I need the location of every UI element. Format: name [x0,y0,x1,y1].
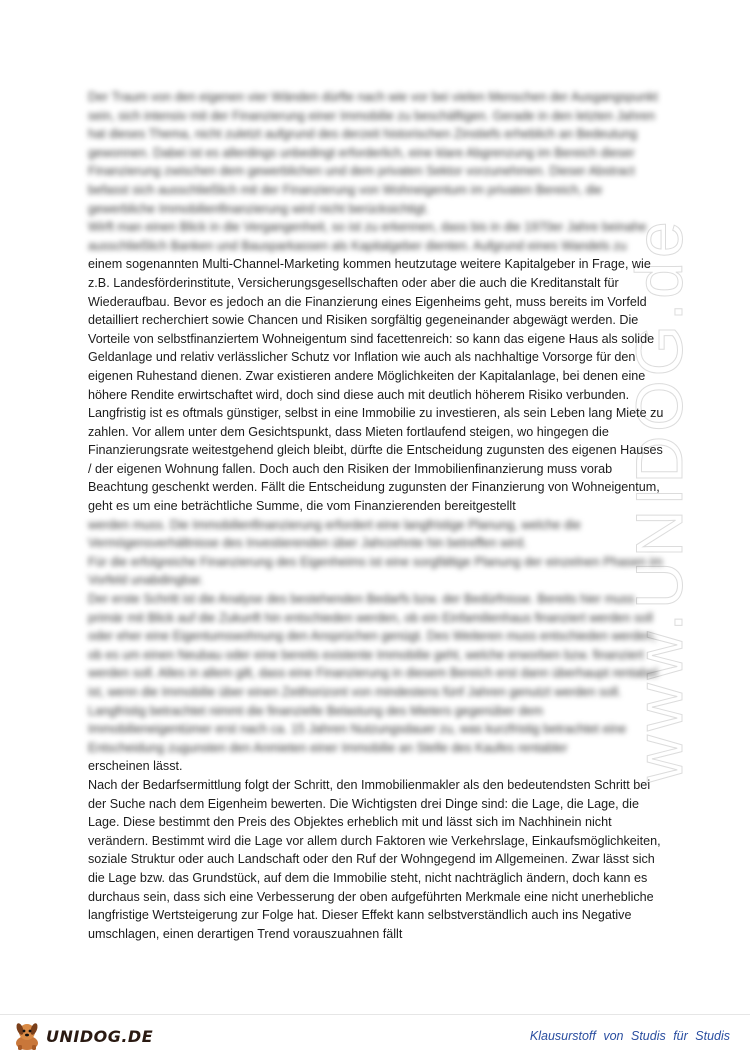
blurred-paragraph: werden muss. Die Immobilienfinanzierung erfordert eine langfristige Planung, welche die Vermögensverhältnisse des Investierenden über Jahrzehnte hin betreffen wird. [88,517,581,551]
logo-text: UNIDOG.DE [46,1026,154,1046]
visible-paragraph: erscheinen lässt. [88,759,183,774]
unidog-logo[interactable] [10,1016,153,1056]
visible-paragraph: Nach der Bedarfsermittlung folgt der Schritt, den Immobilienmakler als den bedeutendsten Schritt bei der Suche nach dem Eigenheim bewerten. Die Wichtigsten drei Dinge sind: die Lage, die Lage, die Lage. Diese bestimmt den Preis des Objektes erheblich mit und lässt sich im Nachhinein nicht verändern. Bestimmt wird die Lage vor allem durch Faktoren wie Verkehrslage, Einkaufsmöglichkeiten, soziale Struktur oder auch Landschaft oder den Ruf der Wohngegend im Allgemeinen. Zwar lässt sich die Lage bzw. das Grundstück, auf dem die Immobilie steht, nicht nachträglich ändern, doch kann es durchaus sein, dass sich eine Verbesserung der oben aufgeführten Merkmale eine nicht unerhebliche langfristige Wertsteigerung zur Folge hat. Dieser Effekt kann selbstverständlich auch ins Negative umschlagen, einen derartigen Trend vorauszuahnen fällt [88,777,661,941]
blurred-paragraph: Für die erfolgreiche Finanzierung des Eigenheims ist eine sorgfältige Planung der einzelnen Phasen im Vorfeld unabdingbar. [88,554,663,588]
document-body [88,88,666,943]
footer-divider [0,1014,750,1015]
blurred-paragraph: Der Traum von den eigenen vier Wänden dürfte nach wie vor bei vielen Menschen der Ausgangspunkt sein, sich intensiv mit der Finanzierung einer Immobilie zu beschäftigen. Gerade in den letzten Jahren hat dieses Thema, nicht zuletzt aufgrund des derzeit historischen Zinstiefs erheblich an Bedeutung gewonnen. Dabei ist es allerdings unbedingt erforderlich, eine klare Abgrenzung im Bereich dieser Finanzierung zwischen dem gewerblichen und dem privaten Sektor vorzunehmen. Dieser Abstract befasst sich ausschließlich mit der Finanzierung von Wohneigentum im privaten Bereich, die gewerbliche Immobilienfinanzierung wird nicht berücksichtigt. [88,90,658,216]
blurred-paragraph: Wirft man einen Blick in die Vergangenheit, so ist zu erkennen, dass bis in die 1970er Jahre beinahe ausschließlich Banken und Bausparkassen als Kapitalgeber dienten. Aufgrund eines Wandels zu [88,220,647,253]
watermark-text: www.UNIDOG.de [622,217,696,783]
dog-mascot-icon [10,1019,44,1053]
blurred-paragraph: Der erste Schritt ist die Analyse des bestehenden Bedarfs bzw. der Bedürfnisse. Bereits hier muss primär mit Blick auf die Zukunft hin entschieden werden, ob ein Einfamilienhaus finanziert werden soll oder eher eine Eigentumswohnung den Ansprüchen genügt. Des Weiteren muss entschieden werden, ob es um einen Neubau oder eine bereits existente Immobilie geht, welche erworben bzw. finanziert werden soll. Alles in allem gilt, dass eine Finanzierung in diesem Bereich erst dann überhaupt rentabel ist, wenn die Immobilie über einen Zeithorizont von mindestens fünf Jahren genutzt werden soll. Langfristig betrachtet nimmt die finanzielle Belastung des Mieters gegenüber dem Immobilieneigentümer erst nach ca. 15 Jahren Nutzungsdauer zu, was kurzfristig betrachtet eine Entscheidung zugunsten den Anmieten einer Immobilie an Stelle des Kaufes rentabler [88,592,658,755]
visible-paragraph: einem sogenannten Multi-Channel-Marketing kommen heutzutage weitere Kapitalgeber in Frage, wie z.B. Landesförderinstitute, Versicherungsgesellschaften oder aber die auch die Kreditanstalt für Wiederaufbau. Bevor es jedoch an die Finanzierung eines Eigenheims geht, muss bereits im Vorfeld detailliert recherchiert sowie Chancen und Risiken sorgfältig gegeneinander abgewägt werden. Die Vorteile von selbstfinanziertem Wohneigentum sind facettenreich: so kann das eigene Haus als solide Geldanlage und relativ verlässlicher Schutz vor Inflation wie auch als nachhaltige Vorsorge für den eigenen Ruhestand dienen. Zwar existieren andere Möglichkeiten der Kapitalanlage, bei denen eine höhere Rendite erwirtschaftet wird, doch sind diese auch mit deutlich höherem Risiko verbunden. Langfristig ist es oftmals günstiger, selbst in eine Immobilie zu investieren, als sein Leben lang Miete zu zahlen. Vor allem unter dem Gesichtspunkt, dass Mieten fortlaufend steigen, wo hingegen die Finanzierungsrate weitestgehend gleich bleibt, dürfte die Entscheidung zugunsten des eigenen Hauses / der eigenen Wohnung fallen. Doch auch den Risiken der Immobilienfinanzierung muss vorab Beachtung geschenkt werden. Fällt die Entscheidung zugunsten der Finanzierung von Wohneigentum, geht es um eine beträchtliche Summe, die vom Finanzierenden bereitgestellt [88,257,664,514]
footer-slogan: Klausurstoff von Studis für Studis [529,1029,730,1043]
